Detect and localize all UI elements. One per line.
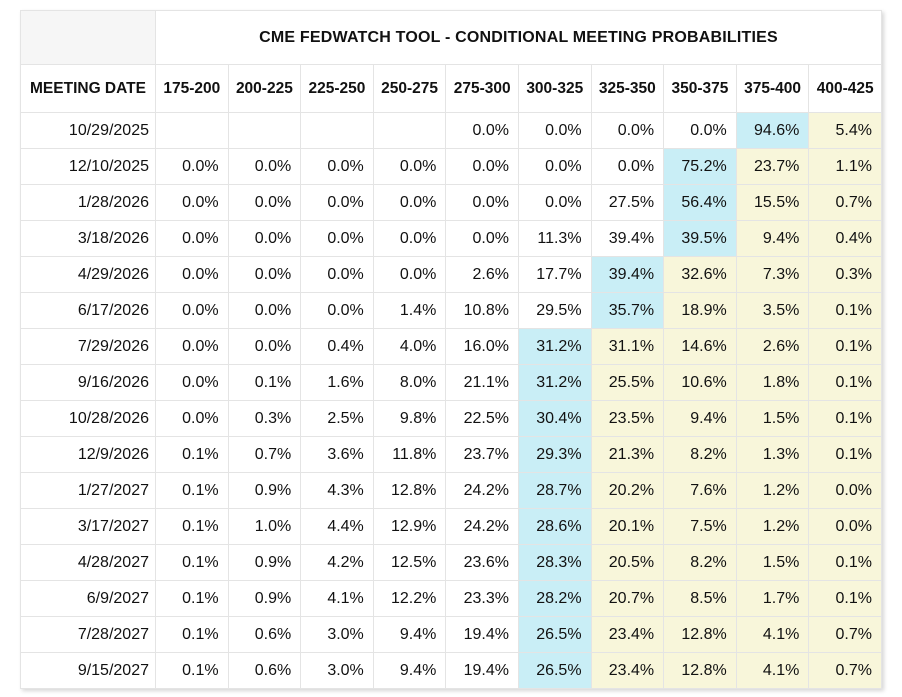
probability-cell: 39.5% [664,221,737,257]
probability-cell: 12.9% [373,509,446,545]
probability-cell: 0.0% [518,185,591,221]
probability-cell: 28.2% [518,581,591,617]
probability-cell: 12.2% [373,581,446,617]
probability-cell: 0.4% [301,329,374,365]
probability-cell: 31.2% [518,365,591,401]
probability-cell: 0.7% [809,617,882,653]
probability-cell: 0.1% [809,581,882,617]
meeting-date-cell: 4/29/2026 [21,257,156,293]
probability-cell: 1.3% [736,437,809,473]
probability-cell: 23.5% [591,401,664,437]
meeting-date-cell: 12/10/2025 [21,149,156,185]
probability-cell: 2.5% [301,401,374,437]
probability-cell: 17.7% [518,257,591,293]
probability-cell: 35.7% [591,293,664,329]
probability-cell: 29.3% [518,437,591,473]
probability-cell: 1.2% [736,473,809,509]
probability-cell: 0.0% [156,185,229,221]
probability-cell: 1.1% [809,149,882,185]
probability-cell: 0.1% [809,545,882,581]
probability-cell: 28.6% [518,509,591,545]
rate-range-header: 200-225 [228,65,301,113]
probability-cell: 0.1% [809,329,882,365]
probability-cell: 14.6% [664,329,737,365]
meeting-date-cell: 10/29/2025 [21,113,156,149]
probability-cell: 20.5% [591,545,664,581]
table-row [21,437,882,473]
corner-cell [21,11,156,65]
probability-cell: 20.2% [591,473,664,509]
probability-cell: 28.3% [518,545,591,581]
table-row [21,401,882,437]
probability-cell [301,113,374,149]
probability-cell: 0.0% [156,257,229,293]
probability-cell: 9.4% [373,653,446,689]
meeting-date-cell: 6/9/2027 [21,581,156,617]
probability-cell: 75.2% [664,149,737,185]
probability-cell: 0.0% [373,221,446,257]
probability-cell: 0.0% [156,293,229,329]
probability-cell: 27.5% [591,185,664,221]
probability-cell: 4.1% [736,617,809,653]
probability-cell: 1.2% [736,509,809,545]
probability-cell: 0.0% [301,293,374,329]
probability-cell: 0.6% [228,617,301,653]
probability-cell [156,113,229,149]
table-row [21,113,882,149]
probability-cell: 7.6% [664,473,737,509]
meeting-date-cell: 1/28/2026 [21,185,156,221]
probability-cell: 10.8% [446,293,519,329]
probability-cell: 0.1% [156,581,229,617]
probability-cell: 0.1% [809,401,882,437]
probability-cell: 0.7% [228,437,301,473]
table-row [21,545,882,581]
probability-cell: 3.6% [301,437,374,473]
probability-cell: 8.0% [373,365,446,401]
probability-cell: 26.5% [518,617,591,653]
probability-cell: 0.0% [809,473,882,509]
probability-cell: 0.1% [228,365,301,401]
table-row [21,149,882,185]
meeting-date-cell: 3/18/2026 [21,221,156,257]
probability-cell: 0.7% [809,185,882,221]
probability-cell: 0.0% [518,149,591,185]
probability-cell: 0.0% [373,185,446,221]
probability-cell: 20.1% [591,509,664,545]
probability-cell: 56.4% [664,185,737,221]
rate-range-header: 175-200 [156,65,229,113]
probability-cell: 15.5% [736,185,809,221]
probability-cell: 0.0% [301,149,374,185]
probability-cell: 2.6% [736,329,809,365]
probability-cell: 12.5% [373,545,446,581]
probability-cell: 9.8% [373,401,446,437]
probability-cell: 4.3% [301,473,374,509]
table-row [21,329,882,365]
probability-cell: 21.1% [446,365,519,401]
probability-cell: 8.2% [664,437,737,473]
probability-cell: 23.4% [591,617,664,653]
meeting-date-cell: 7/29/2026 [21,329,156,365]
probability-cell: 31.1% [591,329,664,365]
meeting-date-cell: 9/15/2027 [21,653,156,689]
table-row [21,257,882,293]
probability-cell: 0.0% [156,329,229,365]
header-row [21,65,882,113]
rate-range-header: 350-375 [664,65,737,113]
meeting-date-header: MEETING DATE [21,65,156,113]
rate-range-header: 275-300 [446,65,519,113]
probability-cell: 4.4% [301,509,374,545]
probability-cell: 0.0% [156,365,229,401]
probability-cell: 39.4% [591,257,664,293]
probability-cell: 0.9% [228,545,301,581]
probability-cell: 4.0% [373,329,446,365]
probability-cell: 12.8% [664,617,737,653]
rate-range-header: 375-400 [736,65,809,113]
table-row [21,473,882,509]
probability-cell: 23.7% [446,437,519,473]
table-row [21,365,882,401]
table-row [21,185,882,221]
probability-cell: 0.0% [373,149,446,185]
meeting-date-cell: 12/9/2026 [21,437,156,473]
table-row [21,221,882,257]
probability-cell: 0.1% [156,545,229,581]
probability-cell: 0.1% [809,437,882,473]
probability-cell: 23.7% [736,149,809,185]
meeting-date-cell: 1/27/2027 [21,473,156,509]
probability-cell: 9.4% [664,401,737,437]
probability-cell: 9.4% [736,221,809,257]
fedwatch-probabilities-table [20,10,882,689]
rate-range-header: 325-350 [591,65,664,113]
probability-cell: 0.0% [518,113,591,149]
probability-cell: 1.4% [373,293,446,329]
table-body [21,113,882,689]
probability-cell: 16.0% [446,329,519,365]
probability-cell: 0.0% [446,221,519,257]
meeting-date-cell: 3/17/2027 [21,509,156,545]
probability-cell: 23.4% [591,653,664,689]
probability-cell: 0.0% [664,113,737,149]
probability-cell: 0.1% [156,653,229,689]
probability-cell: 3.5% [736,293,809,329]
probability-cell: 0.0% [446,113,519,149]
probability-cell: 1.5% [736,401,809,437]
probability-cell: 32.6% [664,257,737,293]
probability-cell: 94.6% [736,113,809,149]
probability-cell: 0.0% [228,329,301,365]
probability-cell: 1.6% [301,365,374,401]
probability-cell: 5.4% [809,113,882,149]
title-row [21,11,882,65]
probability-cell: 0.1% [156,437,229,473]
probability-cell: 0.0% [373,257,446,293]
probability-cell: 0.0% [301,221,374,257]
meeting-date-cell: 6/17/2026 [21,293,156,329]
probability-cell: 24.2% [446,473,519,509]
probability-cell: 0.3% [809,257,882,293]
probability-cell: 0.0% [301,257,374,293]
probability-cell: 8.5% [664,581,737,617]
meeting-date-cell: 4/28/2027 [21,545,156,581]
table-row [21,581,882,617]
rate-range-header: 250-275 [373,65,446,113]
probability-cell: 0.0% [809,509,882,545]
probability-cell: 1.0% [228,509,301,545]
probability-cell: 11.8% [373,437,446,473]
probability-cell [373,113,446,149]
rate-range-header: 300-325 [518,65,591,113]
rate-range-header: 225-250 [301,65,374,113]
probability-cell: 11.3% [518,221,591,257]
probability-cell: 28.7% [518,473,591,509]
probability-cell: 23.6% [446,545,519,581]
probability-cell: 0.1% [156,617,229,653]
probability-cell: 24.2% [446,509,519,545]
probability-cell [228,113,301,149]
probability-cell: 18.9% [664,293,737,329]
probability-cell: 0.0% [591,149,664,185]
probability-cell: 23.3% [446,581,519,617]
probability-cell: 0.0% [446,185,519,221]
table-row [21,509,882,545]
probability-cell: 22.5% [446,401,519,437]
probability-cell: 1.5% [736,545,809,581]
probability-cell: 25.5% [591,365,664,401]
probability-cell: 0.0% [228,257,301,293]
probability-cell: 0.0% [156,401,229,437]
probability-cell: 1.7% [736,581,809,617]
probability-cell: 19.4% [446,653,519,689]
probability-cell: 4.2% [301,545,374,581]
probability-cell: 21.3% [591,437,664,473]
table-row [21,617,882,653]
probability-cell: 0.0% [156,221,229,257]
probability-cell: 0.4% [809,221,882,257]
meeting-date-cell: 9/16/2026 [21,365,156,401]
probability-cell: 0.1% [156,473,229,509]
probability-cell: 20.7% [591,581,664,617]
probability-cell: 0.0% [591,113,664,149]
probability-cell: 0.0% [228,221,301,257]
probability-cell: 0.1% [809,293,882,329]
probability-cell: 0.0% [228,293,301,329]
probability-cell: 0.0% [446,149,519,185]
probability-cell: 7.3% [736,257,809,293]
probability-cell: 2.6% [446,257,519,293]
probability-cell: 4.1% [736,653,809,689]
probability-cell: 9.4% [373,617,446,653]
probability-cell: 7.5% [664,509,737,545]
probability-cell: 0.0% [156,149,229,185]
probability-cell: 29.5% [518,293,591,329]
probability-cell: 0.9% [228,581,301,617]
probability-cell: 0.0% [301,185,374,221]
probability-cell: 0.1% [156,509,229,545]
probability-cell: 10.6% [664,365,737,401]
probability-cell: 0.0% [228,185,301,221]
rate-range-header: 400-425 [809,65,882,113]
probability-cell: 0.6% [228,653,301,689]
probability-cell: 8.2% [664,545,737,581]
probability-cell: 39.4% [591,221,664,257]
probability-cell: 3.0% [301,617,374,653]
probability-cell: 1.8% [736,365,809,401]
table-row [21,653,882,689]
table-head [21,11,882,113]
table-row [21,293,882,329]
probability-cell: 0.9% [228,473,301,509]
probability-cell: 0.1% [809,365,882,401]
probability-cell: 12.8% [664,653,737,689]
probability-cell: 0.7% [809,653,882,689]
probability-cell: 4.1% [301,581,374,617]
probability-cell: 12.8% [373,473,446,509]
meeting-date-cell: 10/28/2026 [21,401,156,437]
meeting-date-cell: 7/28/2027 [21,617,156,653]
probability-cell: 30.4% [518,401,591,437]
probability-cell: 3.0% [301,653,374,689]
table-title: CME FEDWATCH TOOL - CONDITIONAL MEETING PROBABILITIES [156,11,882,65]
probability-cell: 31.2% [518,329,591,365]
probability-cell: 0.0% [228,149,301,185]
probability-cell: 26.5% [518,653,591,689]
probability-cell: 19.4% [446,617,519,653]
probability-cell: 0.3% [228,401,301,437]
